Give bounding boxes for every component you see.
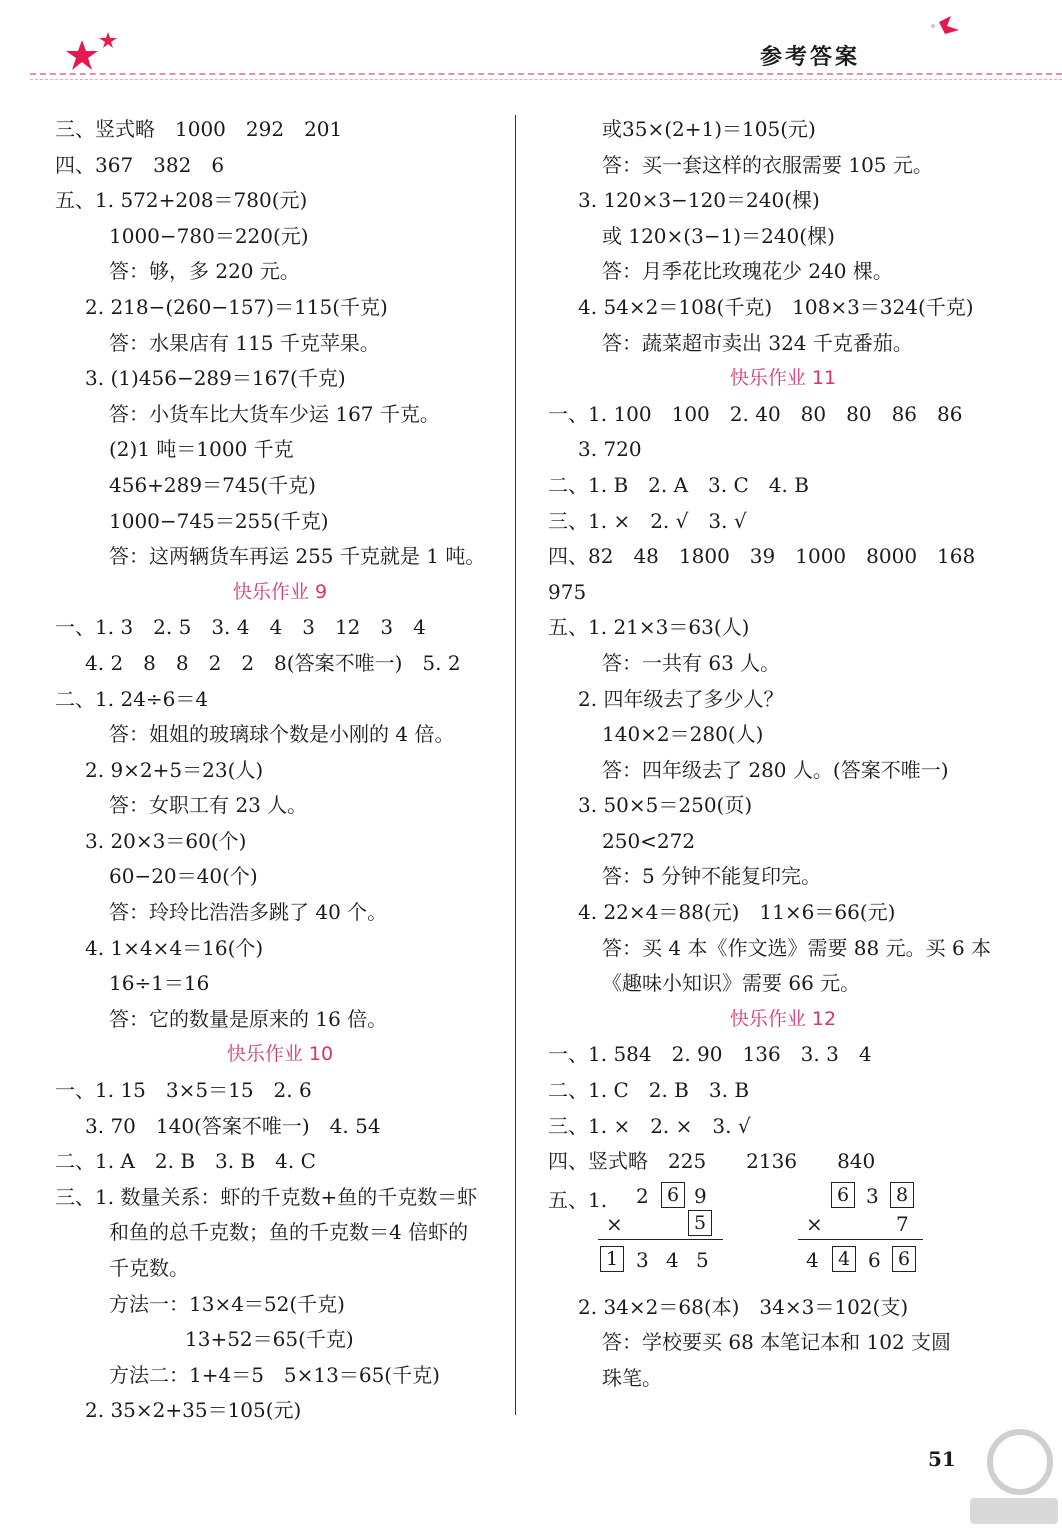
answer-line: 三、1. 数量关系：虾的千克数+鱼的千克数＝虾 (55, 1184, 478, 1209)
answer-line: 一、1. 584 2. 90 136 3. 3 4 (548, 1042, 872, 1067)
answer-line: 1000−780＝220(元) (109, 223, 309, 248)
digit: 4 (666, 1247, 679, 1272)
digit: 3 (866, 1183, 879, 1208)
digit-box: 4 (832, 1246, 856, 1272)
digit: 4 (806, 1247, 819, 1272)
answer-line: 三、1. × 2. × 3. √ (548, 1113, 751, 1138)
answer-line: 140×2＝280(人) (602, 722, 764, 747)
digit: 5 (696, 1247, 709, 1272)
digit-box: 6 (661, 1182, 685, 1208)
decoration-icon (925, 12, 975, 42)
answer-line: 3. 120×3−120＝240(棵) (578, 188, 820, 213)
page-title: 参考答案 (760, 45, 861, 70)
answer-line: (2)1 吨＝1000 千克 (109, 437, 294, 462)
answer-line: 3. 720 (578, 437, 642, 462)
answer-line: 一、1. 100 100 2. 40 80 80 86 86 (548, 401, 963, 426)
answer-line: 2. 34×2＝68(本) 34×3＝102(支) (578, 1294, 909, 1319)
section-heading: 快乐作业 10 (226, 1043, 334, 1066)
right-column (548, 112, 1018, 1397)
answer-line: 答：玲玲比浩浩多跳了 40 个。 (109, 900, 388, 925)
answer-line: 2. 9×2+5＝23(人) (85, 757, 264, 782)
header-divider-secondary (30, 79, 1062, 80)
answer-line: 二、1. 24÷6＝4 (55, 686, 209, 711)
answer-line: 答：5 分钟不能复印完。 (602, 864, 822, 889)
digit-box: 1 (600, 1246, 624, 1272)
answer-line: 2. 四年级去了多少人？ (578, 686, 784, 711)
answer-line: 三、竖式略 1000 292 201 (55, 117, 343, 141)
answer-line: 答：买一套这样的衣服需要 105 元。 (602, 152, 933, 177)
answer-line: 答：一共有 63 人。 (602, 650, 781, 675)
digit: 3 (636, 1247, 649, 1272)
section-heading: 快乐作业 12 (729, 1007, 837, 1030)
question-label: 五、1. (548, 1187, 608, 1212)
answer-line: 一、1. 15 3×5＝15 2. 6 (55, 1078, 312, 1103)
answer-line: 二、1. C 2. B 3. B (548, 1078, 750, 1103)
answer-line: 和鱼的总千克数；鱼的千克数＝4 倍虾的 (109, 1220, 469, 1245)
digit: 2 (636, 1183, 649, 1208)
answer-line: 二、1. A 2. B 3. B 4. C (55, 1149, 316, 1174)
times-sign: × (806, 1211, 823, 1236)
watermark-logo (965, 1420, 1060, 1530)
answer-line: 60−20＝40(个) (109, 864, 258, 889)
digit-box: 6 (831, 1182, 855, 1208)
answer-line: 方法一：13×4＝52(千克) (109, 1291, 345, 1316)
answer-line: 千克数。 (109, 1256, 189, 1280)
answer-line: 250<272 (602, 828, 696, 853)
times-sign: × (606, 1211, 623, 1236)
answer-line: 答：买 4 本《作文选》需要 88 元。买 6 本 (602, 935, 992, 960)
answer-line: 4. 2 8 8 2 2 8(答案不唯一) 5. 2 (85, 650, 461, 675)
answer-line: 四、82 48 1800 39 1000 8000 168 (548, 544, 976, 569)
multiplication-puzzle (548, 1182, 1018, 1290)
answer-line: 二、1. B 2. A 3. C 4. B (548, 472, 809, 497)
answer-line: 方法二：1+4＝5 5×13＝65(千克) (109, 1362, 440, 1387)
digit: 9 (694, 1183, 707, 1208)
answer-line: 456+289＝745(千克) (109, 472, 316, 497)
result-line (798, 1239, 923, 1240)
answer-line: 16÷1＝16 (109, 971, 210, 996)
right-column-part-a (548, 112, 1018, 1180)
answer-line: 或35×(2+1)＝105(元) (602, 117, 816, 141)
answer-line: 答：蔬菜超市卖出 324 千克番茄。 (602, 330, 913, 355)
digit: 6 (868, 1247, 881, 1272)
answer-line: 四、竖式略 225 2136 840 (548, 1149, 876, 1174)
result-line (598, 1239, 723, 1240)
answer-line: 一、1. 3 2. 5 3. 4 4 3 12 3 4 (55, 615, 426, 640)
column-divider (515, 115, 516, 1415)
answer-line: 五、1. 572+208＝780(元) (55, 188, 308, 213)
header-divider (30, 73, 1062, 75)
answer-line: 3. 20×3＝60(个) (85, 828, 247, 853)
answer-line: 4. 54×2＝108(千克) 108×3＝324(千克) (578, 294, 974, 319)
answer-line: 3. 50×5＝250(页) (578, 793, 753, 818)
digit: 7 (896, 1211, 909, 1236)
section-heading: 快乐作业 11 (729, 367, 837, 390)
answer-line: 《趣味小知识》需要 66 元。 (602, 971, 861, 996)
answer-line: 四、367 382 6 (55, 152, 225, 177)
answer-line: 2. 35×2+35＝105(元) (85, 1398, 302, 1423)
answer-line: 答：这两辆货车再运 255 千克就是 1 吨。 (109, 544, 486, 569)
answer-line: 或 120×(3−1)＝240(棵) (602, 223, 835, 248)
page-header (0, 0, 1062, 90)
left-column (55, 112, 505, 1429)
answer-line: 答：小货车比大货车少运 167 千克。 (109, 401, 440, 426)
answer-line: 13+52＝65(千克) (185, 1327, 354, 1352)
answer-line: 珠笔。 (602, 1366, 662, 1390)
digit-box: 5 (688, 1210, 712, 1236)
digit-box: 6 (892, 1246, 916, 1272)
digit-box: 8 (890, 1182, 914, 1208)
answer-line: 答：水果店有 115 千克苹果。 (109, 330, 380, 355)
answer-line: 3. (1)456−289＝167(千克) (85, 366, 346, 391)
answer-line: 答：它的数量是原来的 16 倍。 (109, 1006, 388, 1031)
answer-line: 3. 70 140(答案不唯一) 4. 54 (85, 1113, 381, 1138)
stars-icon (62, 30, 132, 75)
answer-line: 4. 22×4＝88(元) 11×6＝66(元) (578, 900, 896, 925)
right-column-part-b (548, 1290, 1018, 1397)
section-heading: 快乐作业 9 (232, 580, 328, 603)
answer-line: 五、1. 21×3＝63(人) (548, 615, 750, 640)
answer-line: 答：够，多 220 元。 (109, 259, 300, 284)
answer-line: 975 (548, 579, 587, 604)
answer-line: 1000−745＝255(千克) (109, 508, 329, 533)
answer-line: 三、1. × 2. √ 3. √ (548, 508, 747, 533)
page-number: 51 (928, 1447, 956, 1471)
answer-line: 答：姐姐的玻璃球个数是小刚的 4 倍。 (109, 722, 455, 747)
answer-line: 答：月季花比玫瑰花少 240 棵。 (602, 259, 893, 284)
answer-line: 4. 1×4×4＝16(个) (85, 935, 264, 960)
answer-line: 答：四年级去了 280 人。(答案不唯一) (602, 757, 949, 782)
answer-line: 答：学校要买 68 本笔记本和 102 支圆 (602, 1330, 952, 1355)
answer-line: 2. 218−(260−157)＝115(千克) (85, 294, 388, 319)
answer-line: 答：女职工有 23 人。 (109, 793, 308, 818)
